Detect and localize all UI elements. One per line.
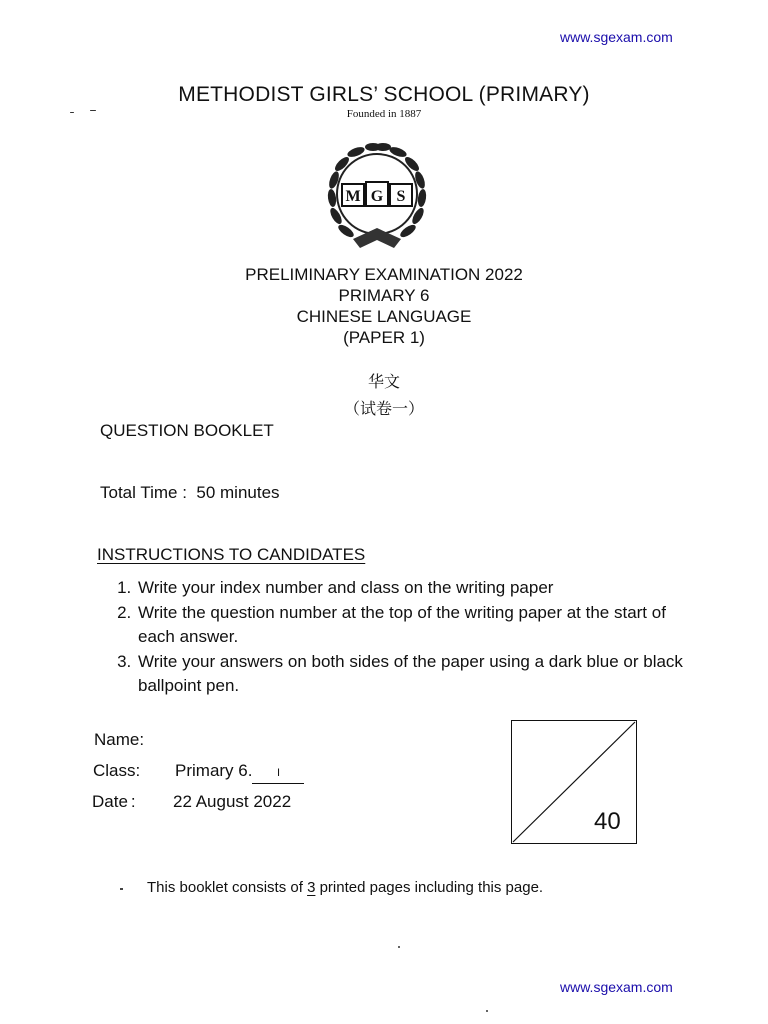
bullet-dot — [120, 888, 123, 890]
page-count: 3 — [307, 879, 316, 896]
date-row: Date : — [92, 792, 136, 811]
chinese-paper: （试卷一） — [343, 399, 424, 418]
instruction-item: 3. Write your answers on both sides of the paper using a dark blue or black ballpoint pen. — [136, 650, 696, 699]
class-blank — [252, 767, 304, 784]
instructions-heading: INSTRUCTIONS TO CANDIDATES — [97, 545, 366, 564]
website-link-bottom[interactable]: www.sgexam.com — [560, 979, 673, 995]
school-crest-logo — [318, 136, 436, 256]
exam-paper: (PAPER 1) — [343, 328, 425, 347]
crest-letter: S — [396, 188, 406, 205]
exam-subject: CHINESE LANGUAGE — [296, 307, 472, 326]
name-label: Name: — [94, 730, 145, 749]
note-prefix: This booklet consists of — [147, 879, 308, 896]
chinese-subject: 华文 — [367, 372, 400, 391]
scan-speck — [398, 946, 400, 948]
class-handwritten: I — [276, 767, 280, 779]
total-time-label: Total Time : — [100, 483, 187, 502]
scan-speck — [486, 1010, 488, 1012]
booklet-label: QUESTION BOOKLET — [100, 421, 274, 440]
exam-name: PRELIMINARY EXAMINATION 2022 — [245, 265, 523, 284]
total-time — [100, 483, 280, 503]
note-suffix: printed pages including this page. — [315, 879, 544, 896]
date-value: 22 August 2022 — [173, 792, 292, 811]
class-field — [175, 761, 304, 784]
scan-speck — [90, 110, 96, 111]
date-label: Date — [92, 792, 128, 811]
page-count-note — [147, 879, 543, 896]
founded-year: Founded in 1887 — [346, 108, 422, 120]
chinese-title-block — [0, 368, 768, 422]
exam-title-block — [0, 264, 768, 348]
class-label: Class: — [93, 761, 141, 780]
crest-letter: G — [370, 188, 384, 205]
class-value: Primary 6. — [175, 761, 253, 780]
total-marks: 40 — [594, 808, 621, 835]
instructions-list — [96, 576, 696, 699]
exam-level: PRIMARY 6 — [338, 286, 430, 305]
instruction-item: 2. Write the question number at the top of the writing paper at the start of each answer. — [136, 601, 696, 650]
instruction-item: 1. Write your index number and class on the writing paper — [136, 576, 696, 601]
school-name: METHODIST GIRLS’ SCHOOL (PRIMARY) — [178, 83, 590, 106]
total-time-value: 50 minutes — [196, 483, 280, 502]
website-link-top[interactable]: www.sgexam.com — [560, 29, 673, 45]
crest-letter: M — [345, 188, 361, 205]
scan-speck — [70, 112, 74, 113]
